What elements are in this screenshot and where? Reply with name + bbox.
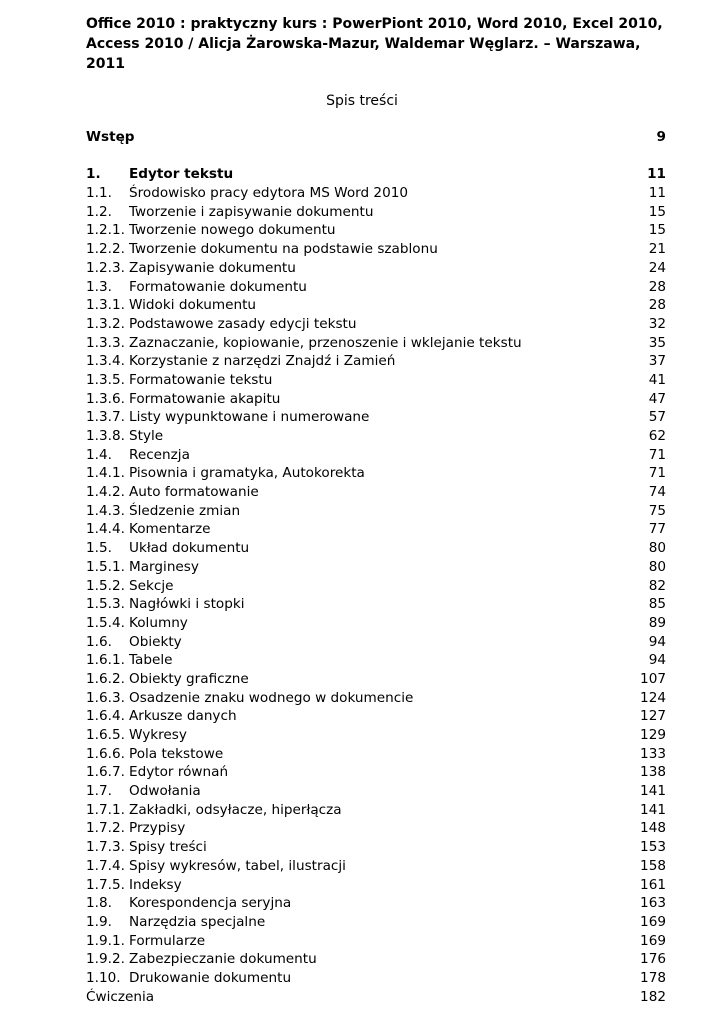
- toc-entry-number: 1.6.3.: [86, 689, 125, 706]
- toc-entry-label: Spisy treści: [129, 839, 207, 856]
- toc-entry: [86, 857, 666, 876]
- toc-entry: [86, 950, 666, 969]
- toc-entry-label: Tworzenie nowego dokumentu: [129, 222, 336, 239]
- toc-entry-number: 1.4.2.: [86, 484, 125, 501]
- toc-entry-label: Edytor tekstu: [129, 166, 234, 183]
- toc-entry-page: 124: [640, 689, 666, 706]
- toc-entry-label: Widoki dokumentu: [129, 297, 257, 314]
- toc-entry-label: Kolumny: [129, 614, 188, 631]
- toc-entry-label: Wykresy: [129, 727, 187, 743]
- toc-entry-number: 1.2.2.: [86, 241, 125, 258]
- toc-entry: [86, 745, 666, 764]
- toc-entry-label: Nagłówki i stopki: [129, 596, 245, 613]
- toc-entry: [86, 763, 666, 782]
- toc-entry-number: 1.9.1.: [86, 932, 125, 949]
- toc-entry: [86, 932, 666, 951]
- toc-entry-number: 1.5.1.: [86, 558, 125, 575]
- toc-entry-number: 1.4.: [86, 446, 112, 463]
- toc-entry-number: 1.2.1.: [86, 222, 125, 239]
- toc-entry: [86, 352, 666, 371]
- toc-entry-number: 1.: [86, 166, 101, 183]
- toc-entry-page: 82: [648, 577, 666, 594]
- toc-entry: [86, 633, 666, 652]
- toc-entry-label: Tabele: [129, 652, 173, 669]
- toc-entry: [86, 315, 666, 334]
- toc-entry-number: 1.6.: [86, 633, 112, 650]
- toc-entry-page: 62: [648, 428, 666, 444]
- toc-entry-number: 1.2.: [86, 203, 112, 220]
- toc-entry-label: Sekcje: [129, 577, 174, 594]
- toc-entry-number: 1.6.5.: [86, 727, 125, 743]
- toc-entry-number: 1.5.: [86, 540, 112, 557]
- toc-entry-number: 1.9.2.: [86, 951, 125, 968]
- toc-entry: [86, 165, 666, 184]
- toc-entry-page: 153: [640, 839, 666, 856]
- toc-entry-label: Zaznaczanie, kopiowanie, przenoszenie i wklejanie tekstu: [129, 334, 522, 351]
- document-page: [86, 14, 666, 1006]
- toc-entry-page: 28: [648, 297, 666, 314]
- toc-entry: [86, 707, 666, 726]
- toc-entry-page: 169: [640, 913, 666, 930]
- toc-entry-label: Komentarze: [129, 521, 211, 538]
- toc-entry-number: 1.1.: [86, 185, 112, 202]
- toc-entry-number: 1.7.3.: [86, 839, 125, 856]
- toc-entry: [86, 502, 666, 521]
- toc-entry: [86, 278, 666, 297]
- toc-entry-label: Korzystanie z narzędzi Znajdź i Zamień: [129, 353, 396, 370]
- toc-entry-label: Osadzenie znaku wodnego w dokumencie: [129, 689, 414, 706]
- toc-entry-number: 1.7.1.: [86, 801, 125, 818]
- toc-entry-label: Korespondencja seryjna: [129, 895, 292, 912]
- toc-entry-number: 1.6.1.: [86, 652, 125, 669]
- bibliographic-header: Office 2010 : praktyczny kurs : PowerPiont 2010, Word 2010, Excel 2010, Access 2010 / Alicja Żarowska-Mazur, Waldemar Węglarz. – Warszawa, 2011: [86, 16, 663, 72]
- toc-entry-number: 1.2.3.: [86, 259, 125, 276]
- toc-entry: [86, 221, 666, 240]
- toc-entry: [86, 128, 666, 147]
- toc-entry: [86, 296, 666, 315]
- toc-entry-label: Układ dokumentu: [129, 540, 250, 557]
- toc-entry-label: Drukowanie dokumentu: [129, 969, 292, 986]
- toc-entry-number: 1.3.7.: [86, 409, 125, 426]
- toc-entry-page: 89: [648, 614, 666, 631]
- toc-entry: [86, 913, 666, 932]
- toc-entry-page: 94: [648, 652, 666, 669]
- toc-entry-page: 15: [648, 222, 666, 239]
- toc-entry-label: Wstęp: [86, 129, 135, 145]
- toc-entry: [86, 577, 666, 596]
- toc-entry: [86, 969, 666, 988]
- toc-entry-page: 32: [648, 315, 666, 332]
- toc-entry-number: 1.3.8.: [86, 428, 125, 444]
- toc-entry-page: 161: [640, 876, 666, 893]
- toc-entry-page: 80: [648, 540, 666, 557]
- toc-entry-label: Listy wypunktowane i numerowane: [129, 409, 370, 426]
- toc-entry-page: 141: [640, 801, 666, 818]
- toc-entry: [86, 988, 666, 1007]
- toc-entry-label: Tworzenie dokumentu na podstawie szablonu: [129, 241, 438, 258]
- toc-entry-label: Tworzenie i zapisywanie dokumentu: [129, 203, 374, 220]
- toc-entry-page: 71: [648, 465, 666, 482]
- toc-entry-page: 75: [648, 502, 666, 519]
- toc-entry-page: 35: [648, 334, 666, 351]
- toc-entry-label: Formatowanie tekstu: [129, 371, 273, 388]
- toc-entry-label: Indeksy: [129, 876, 182, 893]
- toc-entry-page: 41: [648, 371, 666, 388]
- toc-entry: [86, 726, 666, 745]
- toc-entry-number: 1.6.4.: [86, 708, 125, 725]
- toc-entry-label: Arkusze danych: [129, 708, 237, 725]
- toc-entry-page: 9: [656, 129, 666, 145]
- toc-entry-page: 158: [640, 857, 666, 874]
- toc-entry-number: 1.4.4.: [86, 521, 125, 538]
- toc-entry-page: 94: [648, 633, 666, 650]
- toc-entry-page: 176: [640, 951, 666, 968]
- toc-entry-label: Style: [129, 428, 164, 444]
- toc-entry-page: 21: [648, 241, 666, 258]
- toc-entry: [86, 838, 666, 857]
- toc-entry: [86, 801, 666, 820]
- toc-entry-number: 1.3.1.: [86, 297, 125, 314]
- toc-entry-label: Obiekty graficzne: [129, 670, 249, 687]
- toc-entry: [86, 539, 666, 558]
- toc-entry-number: 1.7.5.: [86, 876, 125, 893]
- toc-entry-label: Pola tekstowe: [129, 745, 224, 762]
- toc-entry-label: Śledzenie zmian: [129, 502, 241, 519]
- toc-entry-page: 107: [640, 670, 666, 687]
- toc-entry-page: 37: [648, 353, 666, 370]
- toc-entry-page: 141: [640, 783, 666, 800]
- toc-entry-number: 1.4.1.: [86, 465, 125, 482]
- toc-entry-label: Obiekty: [129, 633, 182, 650]
- toc-entry: [86, 483, 666, 502]
- toc-entry-page: 129: [640, 727, 666, 743]
- toc-entry-page: 85: [648, 596, 666, 613]
- toc-entry: [86, 520, 666, 539]
- toc-entry-number: 1.10.: [86, 969, 121, 986]
- toc-entry-label: Marginesy: [129, 558, 199, 575]
- toc-entry-number: 1.7.: [86, 783, 112, 800]
- toc-entry-page: 28: [648, 278, 666, 295]
- toc-entry-label: Zapisywanie dokumentu: [129, 259, 296, 276]
- toc-entry: [86, 782, 666, 801]
- toc-entry-label: Pisownia i gramatyka, Autokorekta: [129, 465, 365, 482]
- toc-entry: [86, 184, 666, 203]
- toc-entry: [86, 651, 666, 670]
- toc-entry-number: 1.3.4.: [86, 353, 125, 370]
- toc-entry-label: Podstawowe zasady edycji tekstu: [129, 315, 357, 332]
- toc-entry-label: Edytor równań: [129, 764, 229, 781]
- toc-entry-number: 1.3.2.: [86, 315, 125, 332]
- toc-entry-page: 148: [640, 820, 666, 837]
- toc-entry-page: 71: [648, 446, 666, 463]
- toc-entry-page: 77: [648, 521, 666, 538]
- toc-entry-label: Środowisko pracy edytora MS Word 2010: [129, 185, 409, 202]
- toc-entry: [86, 614, 666, 633]
- toc-entry: [86, 894, 666, 913]
- toc-entry-label: Zabezpieczanie dokumentu: [129, 951, 317, 968]
- toc-entry-label: Recenzja: [129, 446, 190, 463]
- toc-entry-number: 1.7.2.: [86, 820, 125, 837]
- toc-entry: [86, 819, 666, 838]
- toc-entry: [86, 558, 666, 577]
- toc-entry-number: 1.9.: [86, 913, 112, 930]
- toc-entry: [86, 240, 666, 259]
- toc-entry: [86, 689, 666, 708]
- toc-entry-number: 1.7.4.: [86, 857, 125, 874]
- toc-entry-page: 178: [640, 969, 666, 986]
- toc-entry: [86, 334, 666, 353]
- toc-entry-label: Auto formatowanie: [129, 484, 259, 501]
- table-of-contents: [86, 128, 666, 1006]
- toc-entry-number: 1.5.4.: [86, 614, 125, 631]
- toc-entry: [86, 446, 666, 465]
- toc-entry-label: Zakładki, odsyłacze, hiperłącza: [129, 801, 342, 818]
- toc-entry-number: 1.3.3.: [86, 334, 125, 351]
- toc-entry: [86, 876, 666, 895]
- toc-entry-number: 1.6.7.: [86, 764, 125, 781]
- toc-entry: [86, 427, 666, 446]
- toc-entry-number: 1.3.: [86, 278, 112, 295]
- toc-entry: [86, 408, 666, 427]
- toc-entry-number: 1.4.3.: [86, 502, 125, 519]
- toc-entry-number: 1.6.2.: [86, 670, 125, 687]
- toc-entry: [86, 203, 666, 222]
- toc-title: Spis treści: [326, 93, 398, 109]
- toc-entry-label: Formatowanie dokumentu: [129, 278, 307, 295]
- toc-entry-page: 138: [640, 764, 666, 781]
- toc-entry-page: 80: [648, 558, 666, 575]
- toc-entry: [86, 595, 666, 614]
- toc-entry-page: 11: [647, 166, 666, 183]
- toc-entry: [86, 464, 666, 483]
- toc-entry-label: Ćwiczenia: [86, 988, 155, 1005]
- toc-entry-page: 163: [640, 895, 666, 912]
- toc-entry-number: 1.8.: [86, 895, 112, 912]
- toc-entry-label: Formatowanie akapitu: [129, 390, 281, 407]
- toc-entry: [86, 670, 666, 689]
- toc-entry-number: 1.3.6.: [86, 390, 125, 407]
- toc-entry-page: 169: [640, 932, 666, 949]
- toc-entry-page: 74: [648, 484, 666, 501]
- toc-entry-number: 1.6.6.: [86, 745, 125, 762]
- toc-entry-page: 182: [640, 988, 666, 1005]
- toc-entry-label: Przypisy: [129, 820, 186, 837]
- toc-entry-number: 1.3.5.: [86, 371, 125, 388]
- toc-entry-page: 47: [648, 390, 666, 407]
- toc-entry-label: Spisy wykresów, tabel, ilustracji: [129, 857, 346, 874]
- toc-entry-page: 15: [648, 203, 666, 220]
- toc-entry-page: 133: [640, 745, 666, 762]
- toc-entry-page: 24: [648, 259, 666, 276]
- toc-entry: [86, 371, 666, 390]
- toc-entry-label: Formularze: [129, 932, 206, 949]
- toc-entry-number: 1.5.2.: [86, 577, 125, 594]
- toc-entry: [86, 390, 666, 409]
- toc-entry-page: 11: [648, 185, 666, 202]
- toc-entry-page: 57: [648, 409, 666, 426]
- toc-entry-label: Odwołania: [129, 783, 201, 800]
- toc-entry-number: 1.5.3.: [86, 596, 125, 613]
- toc-entry: [86, 259, 666, 278]
- toc-entry-label: Narzędzia specjalne: [129, 913, 266, 930]
- toc-entry-page: 127: [640, 708, 666, 725]
